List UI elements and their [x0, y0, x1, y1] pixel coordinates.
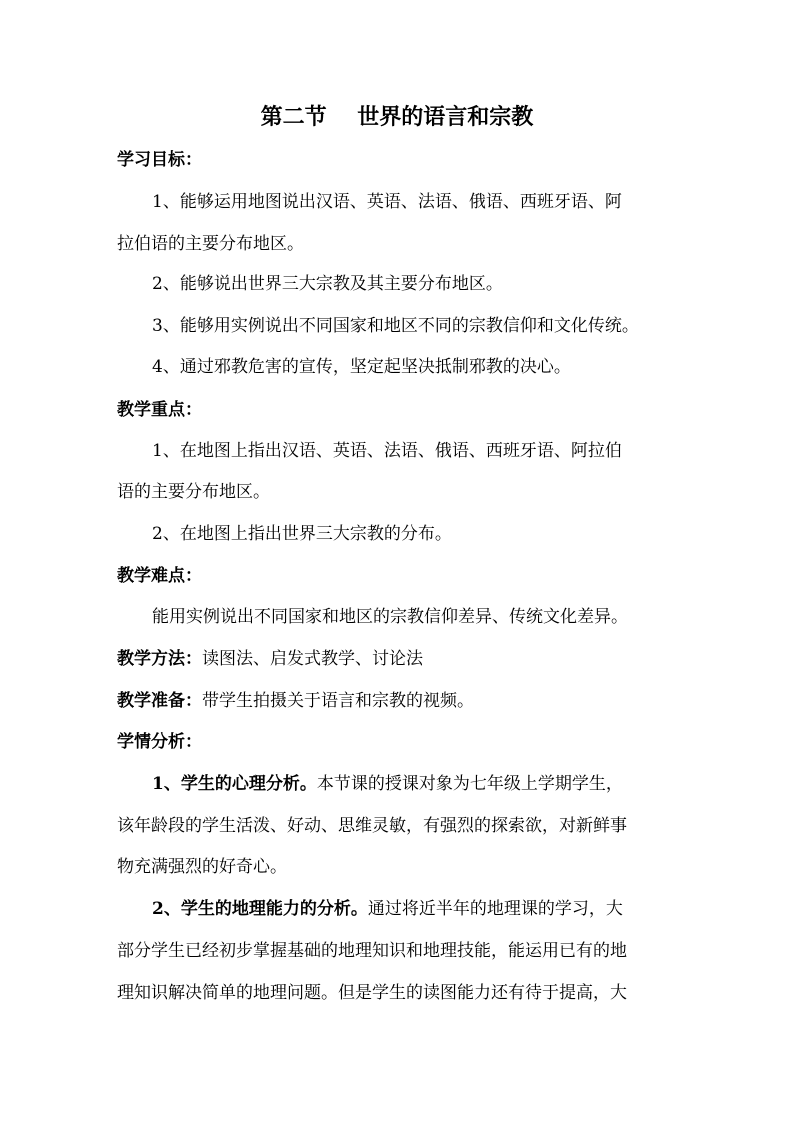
analysis-heading: 学情分析：	[117, 732, 202, 752]
analysis-p2-text: 通过将近半年的地理课的学习，大	[367, 899, 623, 919]
analysis-p2-line-3: 理知识解决简单的地理问题。但是学生的读图能力还有待于提高，大	[117, 983, 627, 1003]
key-points-heading: 教学重点：	[117, 400, 202, 420]
methods-heading: 教学方法：	[117, 649, 202, 669]
preparation-line	[117, 688, 677, 714]
objective-1-line-2: 拉伯语的主要分布地区。	[117, 234, 304, 254]
methods-text: 读图法、启发式教学、讨论法	[202, 649, 423, 669]
objective-4: 4、通过邪教危害的宣传，坚定起坚决抵制邪教的决心。	[152, 357, 571, 377]
key-point-1-line-1: 1、在地图上指出汉语、英语、法语、俄语、西班牙语、阿拉伯	[152, 441, 622, 461]
methods-line	[117, 646, 677, 672]
analysis-p1-text: 本节课的授课对象为七年级上学期学生，	[316, 774, 623, 794]
objective-1-line-1: 1、能够运用地图说出汉语、英语、法语、俄语、西班牙语、阿	[152, 192, 622, 212]
analysis-p1-line-1	[152, 771, 712, 797]
difficulties-heading: 教学难点：	[117, 566, 202, 586]
analysis-p2-title: 2、学生的地理能力的分析。	[152, 899, 368, 919]
preparation-heading: 教学准备：	[117, 691, 202, 711]
analysis-p2-line-2: 部分学生已经初步掌握基础的地理知识和地理技能，能运用已有的地	[117, 941, 627, 961]
analysis-p1-title: 1、学生的心理分析。	[152, 774, 317, 794]
analysis-p1-line-2: 该年龄段的学生活泼、好动、思维灵敏，有强烈的探索欲，对新鲜事	[117, 816, 627, 836]
analysis-p2-line-1	[152, 896, 712, 922]
key-point-1-line-2: 语的主要分布地区。	[117, 482, 270, 502]
difficulty-1: 能用实例说出不同国家和地区的宗教信仰差异、传统文化差异。	[152, 607, 628, 627]
objective-3: 3、能够用实例说出不同国家和地区不同的宗教信仰和文化传统。	[152, 316, 639, 336]
objectives-heading: 学习目标：	[117, 150, 202, 170]
analysis-p1-line-3: 物充满强烈的好奇心。	[117, 857, 287, 877]
objective-2: 2、能够说出世界三大宗教及其主要分布地区。	[152, 274, 503, 294]
page-title: 第二节 世界的语言和宗教	[260, 104, 534, 130]
preparation-text: 带学生拍摄关于语言和宗教的视频。	[202, 691, 474, 711]
key-point-2: 2、在地图上指出世界三大宗教的分布。	[152, 524, 452, 544]
